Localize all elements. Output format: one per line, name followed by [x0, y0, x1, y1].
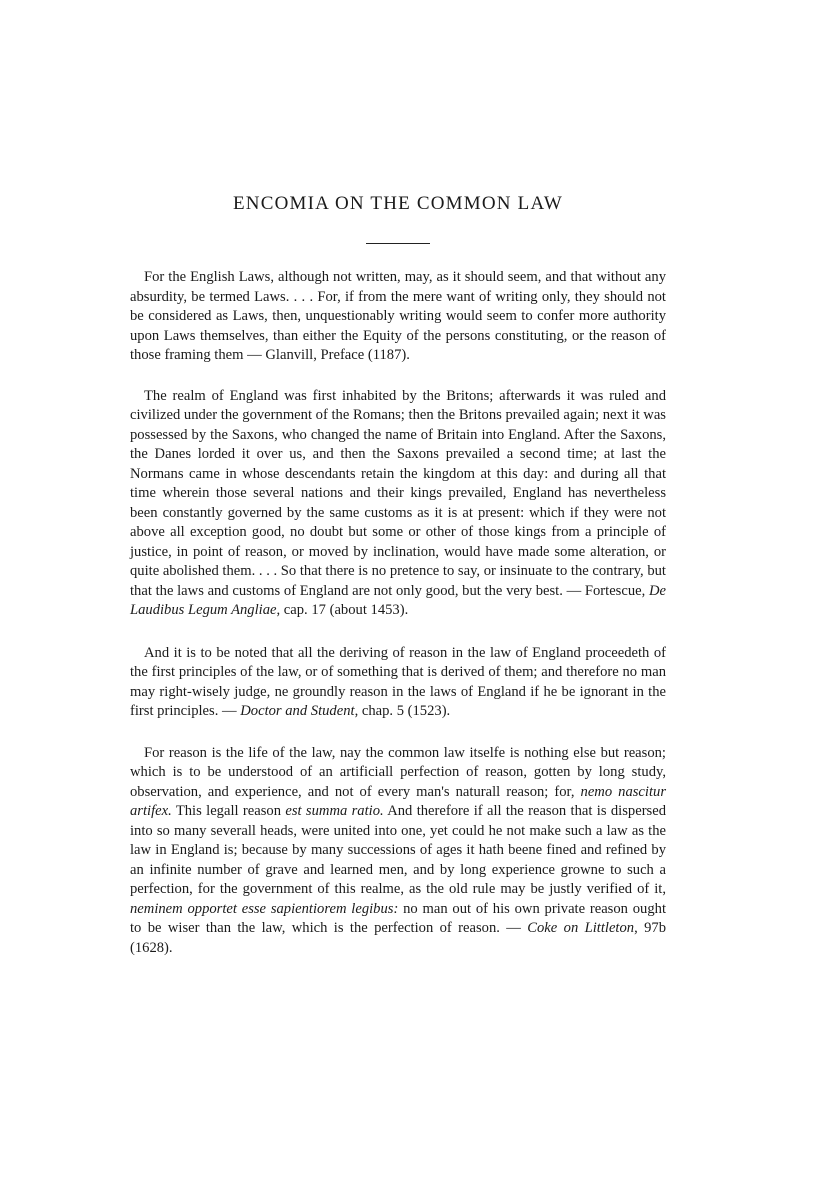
latin-phrase: nemo nascitur artifex. [130, 783, 666, 819]
paragraph-text: For the English Laws, although not written, may, as it should seem, and that without any absurdity, be termed Laws. . . . For, if from the mere want of writing only, they should not be considered as Laws, then, unquestionably writing would seem to confer more authority upon Laws themselves, than either the Equity of the persons constituting, or the reason of those framing them — Glanvill, Preface (1187). [130, 269, 666, 363]
title-divider [366, 243, 430, 244]
citation-title: Doctor and Student [240, 703, 355, 719]
citation-detail: , cap. 17 (about 1453). [276, 602, 409, 618]
citation-detail: , 97b (1628). [130, 920, 667, 956]
citation-title: Coke on Littleton [527, 920, 635, 936]
citation-detail: , chap. 5 (1523). [354, 703, 451, 719]
paragraph-text: The realm of England was first inhabited by the Britons; afterwards it was ruled and civilized under the government of the Romans; then the Britons prevailed again; next it was possessed by the Saxons, who changed the name of Britain into England. After the Saxons, the Danes lorded it over us, and then the Saxons prevailed a second time; at last the Normans came in whose descendants retain the kingdom at this day: and during all that time wherein those several nations and their kings prevailed, England has nevertheless been constantly governed by the same customs as it is at present: which if they were not above all exception good, no doubt but some or other of those kings from a principle of justice, in point of reason, or moved by inclination, would have made some alteration, or quite abolished them. . . . So that there is no pretence to say, or insinuate to the contrary, but that the laws and customs of England are not only good, but the very best. — Fortescue, [130, 387, 666, 599]
paragraph-text: And therefore if all the reason that is dispersed into so many severall heads, were united into one, yet could he not make such a law as the law in England is; because by many successions of ages it hath beene fined and refined by an infinite number of grave and learned men, and by long experience growne to such a perfection, for the government of this realme, as the old rule may be justly verified of it, [130, 803, 667, 897]
page-title: ENCOMIA ON THE COMMON LAW [232, 193, 563, 214]
body-text [130, 268, 666, 980]
paragraph-text: no man out of his own private reason ought to be wiser than the law, which is the perfection of reason. — [130, 900, 666, 936]
paragraph-fortescue [130, 387, 666, 621]
paragraph-text: And it is to be noted that all the deriving of reason in the law of England proceedeth of the first principles of the law, or of something that is derived of them; and therefore no man may right-wisely judge, ne groundly reason in the laws of England if he be ignorant in the first principles. — [130, 644, 666, 719]
paragraph-glanvill [130, 268, 666, 366]
paragraph-doctor-student [130, 644, 666, 722]
citation-title: De Laudibus Legum Angliae [130, 582, 666, 618]
paragraph-text: For reason is the life of the law, nay the common law itselfe is nothing else but reason; which is to be understood of an artificiall perfection of reason, gotten by long study, observation, and experience, and not of every man's naturall reason; for, [130, 744, 666, 800]
paragraph-text: This legall reason [171, 803, 286, 819]
latin-phrase: neminem opportet esse sapientiorem legibus: [130, 900, 399, 917]
latin-phrase: est summa ratio. [285, 803, 384, 819]
paragraph-coke [130, 744, 666, 959]
